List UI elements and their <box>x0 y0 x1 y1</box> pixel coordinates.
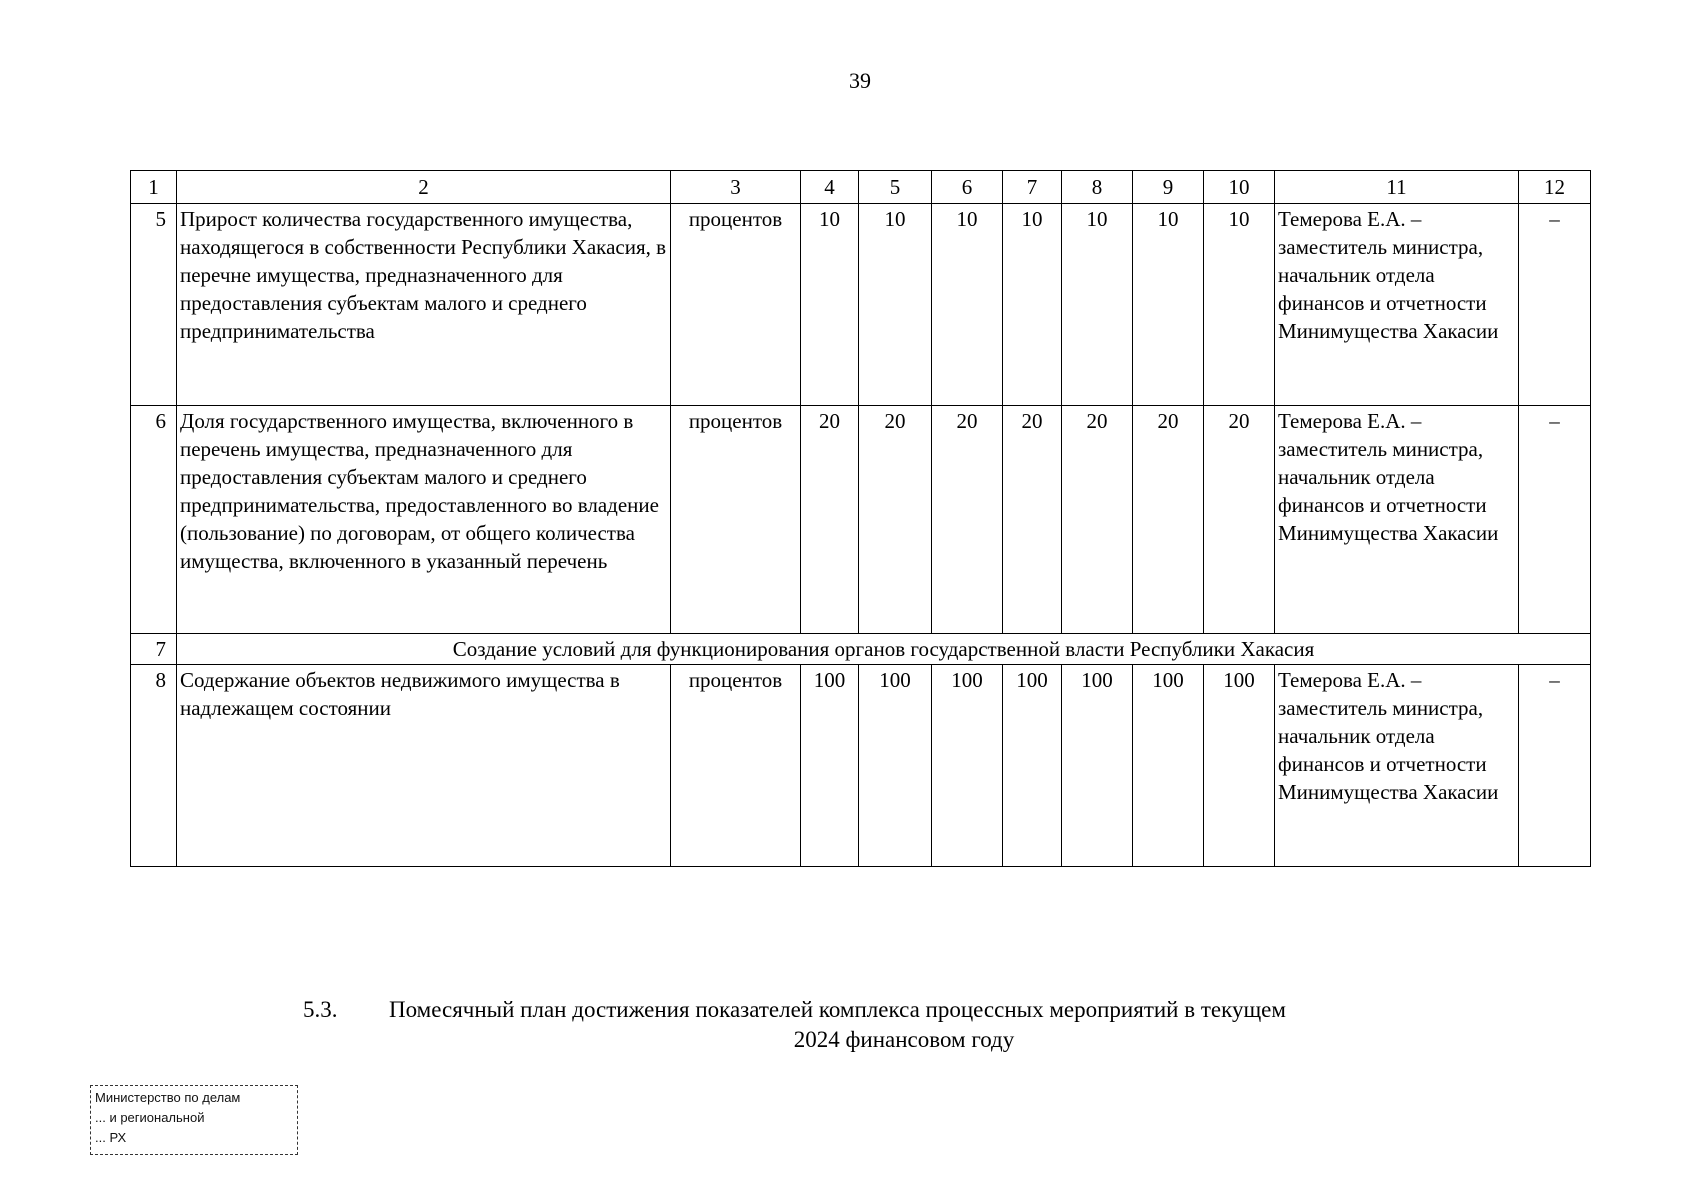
value-cell: 20 <box>1062 406 1133 634</box>
section-heading-line2: 2024 финансовом году <box>793 1027 1015 1052</box>
header-cell: 5 <box>859 171 932 204</box>
header-cell: 8 <box>1062 171 1133 204</box>
page-number: 39 <box>849 68 871 93</box>
indicator-name: Содержание объектов недвижимого имущества в надлежащем состоянии <box>177 665 671 867</box>
responsible-cell: Темерова Е.А. – заместитель министра, начальник отдела финансов и отчетности Минимущества Хакасии <box>1275 665 1519 867</box>
value-cell: 100 <box>801 665 859 867</box>
stamp-line: Министерство по делам <box>95 1090 241 1105</box>
value-cell: 100 <box>1003 665 1062 867</box>
unit-cell: процентов <box>671 665 801 867</box>
indicator-name: Прирост количества государственного имущества, находящегося в собственности Республики Хакасия, в перечне имущества, предназначенного для предоставления субъектам малого и среднего предпринимательства <box>177 204 671 406</box>
value-cell: 20 <box>1204 406 1275 634</box>
value-cell: 10 <box>801 204 859 406</box>
section-heading-text: Помесячный план достижения показателей комплекса процессных мероприятий в текущем <box>389 997 1286 1022</box>
header-cell: 4 <box>801 171 859 204</box>
row-number: 5 <box>131 204 177 406</box>
header-cell: 3 <box>671 171 801 204</box>
section-number: 5.3. <box>303 997 338 1022</box>
row-number: 6 <box>131 406 177 634</box>
value-cell: 20 <box>859 406 932 634</box>
value-cell: 10 <box>1003 204 1062 406</box>
note-cell: – <box>1519 204 1591 406</box>
row-number: 8 <box>131 665 177 867</box>
table-row <box>131 406 1591 634</box>
header-cell: 9 <box>1133 171 1204 204</box>
responsible-cell: Темерова Е.А. – заместитель министра, начальник отдела финансов и отчетности Минимущества Хакасии <box>1275 406 1519 634</box>
stamp-line: ... и региональной <box>95 1110 205 1125</box>
value-cell: 10 <box>1062 204 1133 406</box>
indicator-name: Доля государственного имущества, включенного в перечень имущества, предназначенного для предоставления субъектам малого и среднего предпринимательства, предоставленного во владение (пользование) по договорам, от общего количества имущества, включенного в указанный перечень <box>177 406 671 634</box>
value-cell: 20 <box>1003 406 1062 634</box>
unit-cell: процентов <box>671 406 801 634</box>
note-cell: – <box>1519 406 1591 634</box>
header-cell: 6 <box>932 171 1003 204</box>
value-cell: 10 <box>1204 204 1275 406</box>
registration-stamp <box>90 1085 298 1155</box>
value-cell: 100 <box>932 665 1003 867</box>
indicators-table <box>130 170 1591 867</box>
value-cell: 10 <box>859 204 932 406</box>
value-cell: 10 <box>1133 204 1204 406</box>
table-section-row <box>131 634 1591 665</box>
header-cell: 12 <box>1519 171 1591 204</box>
header-cell: 2 <box>177 171 671 204</box>
table-row <box>131 204 1591 406</box>
header-cell: 10 <box>1204 171 1275 204</box>
table-header-row <box>131 171 1591 204</box>
row-number: 7 <box>131 634 177 665</box>
responsible-cell: Темерова Е.А. – заместитель министра, начальник отдела финансов и отчетности Минимущества Хакасии <box>1275 204 1519 406</box>
section-title: Создание условий для функционирования органов государственной власти Республики Хакасия <box>177 634 1591 665</box>
section-heading-line1 <box>303 995 1286 1025</box>
value-cell: 100 <box>1204 665 1275 867</box>
value-cell: 10 <box>932 204 1003 406</box>
header-cell: 7 <box>1003 171 1062 204</box>
value-cell: 20 <box>932 406 1003 634</box>
value-cell: 100 <box>1133 665 1204 867</box>
value-cell: 20 <box>801 406 859 634</box>
stamp-line: ... РХ <box>95 1130 127 1145</box>
note-cell: – <box>1519 665 1591 867</box>
value-cell: 100 <box>1062 665 1133 867</box>
value-cell: 20 <box>1133 406 1204 634</box>
value-cell: 100 <box>859 665 932 867</box>
unit-cell: процентов <box>671 204 801 406</box>
header-cell: 1 <box>131 171 177 204</box>
header-cell: 11 <box>1275 171 1519 204</box>
table-row <box>131 665 1591 867</box>
